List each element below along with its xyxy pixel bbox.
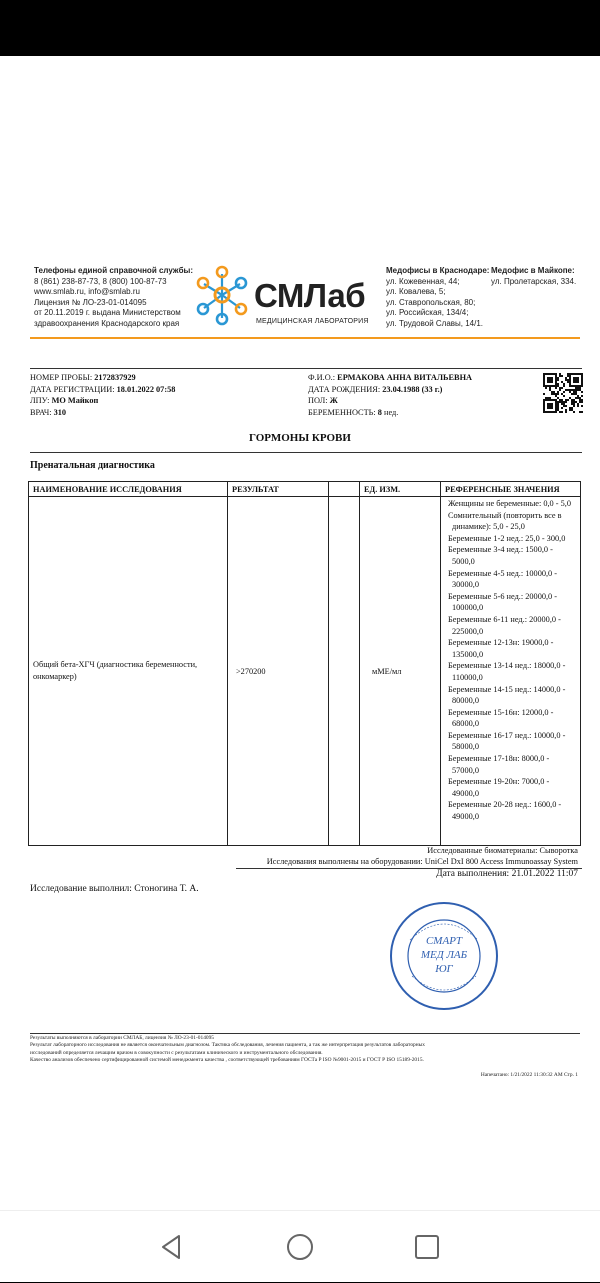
ref-value: Беременные 4-5 нед.: 10000,0 - 30000,0 bbox=[448, 568, 558, 590]
section-title: Пренатальная диагностика bbox=[30, 460, 155, 471]
ref-value: Беременные 15-16н: 12000,0 - 68000,0 bbox=[448, 707, 554, 729]
report-title: ГОРМОНЫ КРОВИ bbox=[249, 432, 351, 444]
license-3: здравоохранения Краснодарского края bbox=[34, 318, 180, 328]
header-divider bbox=[30, 337, 580, 339]
printed-info: Напечатано: 1/21/2022 11:30:32 AM Стр. 1 bbox=[480, 1072, 578, 1078]
table-row bbox=[29, 497, 581, 846]
address: ул. Ковалева, 5; bbox=[386, 287, 446, 296]
address: ул. Российская, 134/4; bbox=[386, 308, 469, 317]
back-button[interactable] bbox=[141, 1211, 201, 1283]
table-header-row bbox=[29, 482, 581, 497]
test-name: Общий бета-ХГЧ (диагностика беременности, онкомаркер) bbox=[29, 497, 228, 846]
phones: 8 (861) 238-87-73, 8 (800) 100-87-73 bbox=[34, 276, 167, 286]
footer-notes: Результаты выполняются в лаборатории СМЛАБ, лицензия № ЛО-23-01-014095 Результат лабораторного исследования не является окончательным диагнозом. Тактика обследования, лечения пациента, а так же интерпретация результатов лабораторных исследований определяется лечащим врачом в совокупности с результатами клинического и инструментального обследования. Качество анализов обеспечено сертифицированной системой менеджмента качества , соответствующей требованиям ГОСТа Р ISO №9001-2015 и ГОСТ Р ISO 15189-2015. bbox=[30, 1035, 425, 1064]
maykop-office bbox=[491, 266, 576, 287]
ref-value: Беременные 1-2 нед.: 25,0 - 300,0 bbox=[448, 533, 566, 543]
patient-name: ЕРМАКОВА АННА ВИТАЛЬЕВНА bbox=[337, 373, 473, 382]
logo-subtitle: МЕДИЦИНСКАЯ ЛАБОРАТОРИЯ bbox=[256, 318, 369, 325]
ref-value: Беременные 20-28 нед.: 1600,0 - 49000,0 bbox=[448, 800, 562, 822]
reference-values bbox=[441, 497, 581, 846]
completion-date: Дата выполнения: 21.01.2022 11:07 bbox=[436, 869, 578, 879]
home-icon bbox=[285, 1232, 315, 1262]
lab-contacts bbox=[34, 266, 193, 329]
recents-button[interactable] bbox=[397, 1211, 457, 1283]
col-name-header: НАИМЕНОВАНИЕ ИССЛЕДОВАНИЯ bbox=[29, 482, 228, 497]
ref-value: Беременные 5-6 нед.: 20000,0 - 100000,0 bbox=[448, 591, 558, 613]
performed-by: Исследование выполнил: Стоногина Т. А. bbox=[30, 884, 199, 894]
registration-date: 18.01.2022 07:58 bbox=[116, 384, 176, 394]
back-icon bbox=[159, 1234, 183, 1260]
website: www.smlab.ru, info@smlab.ru bbox=[34, 287, 140, 296]
maykop-address: ул. Пролетарская, 334. bbox=[491, 276, 577, 286]
sex: Ж bbox=[329, 396, 338, 406]
status-bar bbox=[0, 0, 600, 56]
navigation-bar bbox=[0, 1210, 600, 1282]
stamp-line-3: ЮГ bbox=[435, 963, 453, 975]
test-result: >270200 bbox=[228, 497, 329, 846]
col-unit-header: ЕД. ИЗМ. bbox=[360, 482, 441, 497]
logo-icon bbox=[194, 264, 250, 326]
ref-value: Беременные 6-11 нед.: 20000,0 - 225000,0 bbox=[448, 614, 561, 636]
pregnancy-weeks: 8 bbox=[377, 407, 382, 417]
ref-value: Женщины не беременные: 0,0 - 5,0 bbox=[448, 499, 571, 508]
info-divider bbox=[30, 368, 582, 369]
lab-report-page bbox=[0, 56, 600, 1210]
ref-value: Беременные 17-18н: 8000,0 - 57000,0 bbox=[448, 754, 550, 775]
phone-title: Телефоны единой справочной службы: bbox=[34, 266, 194, 275]
test-unit: мМЕ/мл bbox=[360, 497, 441, 846]
sample-number: 2172837929 bbox=[94, 373, 136, 382]
krasnodar-title: Медофисы в Краснодаре: bbox=[386, 266, 490, 275]
address: ул. Кожевенная, 44; bbox=[386, 276, 460, 286]
ref-value: Беременные 3-4 нед.: 1500,0 - 5000,0 bbox=[448, 545, 553, 566]
results-table bbox=[28, 481, 581, 846]
address: ул. Трудовой Славы, 14/1. bbox=[386, 318, 484, 328]
ref-value: Беременные 12-13н: 19000,0 - 135000,0 bbox=[448, 638, 554, 659]
biomaterial: Исследованные биоматериалы: Сыворотка bbox=[427, 846, 578, 855]
col-result-header: РЕЗУЛЬТАТ bbox=[228, 482, 329, 497]
title-divider bbox=[30, 452, 582, 453]
address: ул. Ставропольская, 80; bbox=[386, 297, 476, 307]
lpu: МО Майкоп bbox=[51, 396, 99, 406]
lab-stamp bbox=[388, 900, 500, 1012]
qr-code bbox=[543, 373, 583, 413]
ref-value: Сомнительный (повторить все в динамике): 5,0 - 25,0 bbox=[448, 510, 562, 532]
ref-value: Беременные 13-14 нед.: 18000,0 - 110000,0 bbox=[448, 661, 566, 682]
doctor: 310 bbox=[53, 407, 67, 417]
license-2: от 20.11.2019 г. выдана Министерством bbox=[34, 308, 181, 317]
ref-value: Беременные 16-17 нед.: 10000,0 - 58000,0 bbox=[448, 730, 566, 752]
stamp-line-2: МЕД ЛАБ bbox=[420, 949, 468, 961]
sample-info: НОМЕР ПРОБЫ: 2172837929 ДАТА РЕГИСТРАЦИИ: 18.01.2022 07:58 ЛПУ: МО Майкоп ВРАЧ: 310 bbox=[30, 373, 176, 417]
maykop-title: Медофис в Майкопе: bbox=[491, 266, 575, 275]
ref-value: Беременные 14-15 нед.: 14000,0 - 80000,0 bbox=[448, 684, 566, 706]
birth-date: 23.04.1988 (33 г.) bbox=[382, 384, 443, 394]
stamp-line-1: СМАРТ bbox=[425, 935, 463, 947]
flag-cell bbox=[329, 497, 360, 846]
equipment: Исследования выполнены на оборудовании: UniCel DxI 800 Access Immunoassay System bbox=[266, 857, 578, 866]
col-flag-header bbox=[329, 482, 360, 497]
ref-value: Беременные 19-20н: 7000,0 - 49000,0 bbox=[448, 777, 550, 798]
home-button[interactable] bbox=[270, 1211, 330, 1283]
patient-info: Ф.И.О.: ЕРМАКОВА АННА ВИТАЛЬЕВНА ДАТА РОЖДЕНИЯ: 23.04.1988 (33 г.) ПОЛ: Ж БЕРЕМЕННОСТЬ: 8 нед. bbox=[308, 373, 473, 417]
recents-icon bbox=[414, 1234, 440, 1260]
footer-divider bbox=[30, 1033, 580, 1034]
logo-name: СМЛаб bbox=[254, 277, 366, 314]
col-ref-header: РЕФЕРЕНСНЫЕ ЗНАЧЕНИЯ bbox=[441, 482, 581, 497]
license-1: Лицензия № ЛО-23-01-014095 bbox=[34, 297, 147, 307]
krasnodar-offices bbox=[386, 266, 489, 329]
